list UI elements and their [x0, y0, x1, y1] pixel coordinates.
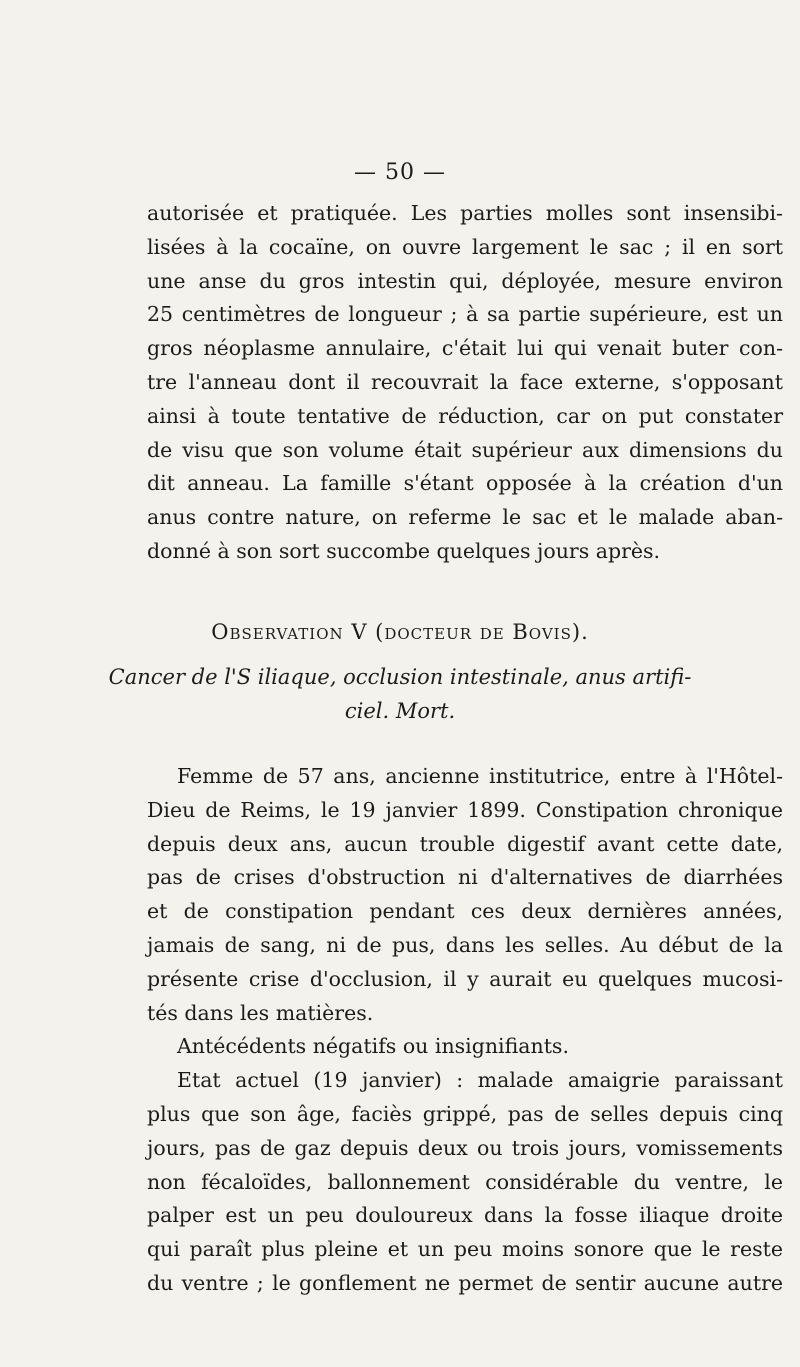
text-line: lisées à la cocaïne, on ouvre largement le sac ; il en sort	[147, 234, 783, 259]
text-line: du ventre ; le gonflement ne permet de sentir aucune autre	[147, 1270, 783, 1295]
text-line: dit anneau. La famille s'étant opposée à la création d'un	[147, 471, 783, 496]
text-line: de visu que son volume était supérieur aux dimensions du	[147, 437, 783, 462]
observation-heading: Observation V (docteur de Bovis).	[211, 620, 589, 644]
text-line: qui paraît plus pleine et un peu moins sonore que le reste	[147, 1237, 783, 1262]
page-number: — 50 —	[354, 160, 446, 185]
text-line: anus contre nature, on referme le sac et le malade aban-	[147, 505, 783, 530]
text-line: donné à son sort succombe quelques jours après.	[147, 538, 661, 563]
text-line: gros néoplasme annulaire, c'était lui qui venait buter con-	[147, 336, 783, 361]
text-line: non fécaloïdes, ballonnement considérable du ventre, le	[147, 1169, 783, 1194]
text-line: palper est un peu douloureux dans la fosse iliaque droite	[147, 1203, 783, 1228]
text-line: jours, pas de gaz depuis deux ou trois jours, vomissements	[147, 1135, 783, 1160]
observation-subtitle	[0, 660, 800, 728]
subtitle-line: Cancer de l'S iliaque, occlusion intestinale, anus artifi-	[108, 665, 692, 689]
text-line: présente crise d'occlusion, il y aurait eu quelques mucosi-	[147, 966, 783, 991]
text-line: 25 centimètres de longueur ; à sa partie supérieure, est un	[147, 302, 783, 327]
text-line: autorisée et pratiquée. Les parties molles sont insensibi-	[147, 201, 783, 225]
text-line: plus que son âge, faciès grippé, pas de selles depuis cinq	[147, 1101, 783, 1126]
text-line: Etat actuel (19 janvier) : malade amaigrie paraissant	[177, 1068, 783, 1093]
intro-paragraph	[147, 197, 783, 569]
text-line: ainsi à toute tentative de réduction, car on put constater	[147, 403, 783, 428]
case-paragraph	[147, 760, 783, 1301]
text-line: et de constipation pendant ces deux dernières années,	[147, 899, 783, 924]
text-line: Dieu de Reims, le 19 janvier 1899. Constipation chronique	[147, 797, 783, 822]
text-line: jamais de sang, ni de pus, dans les selles. Au début de la	[147, 932, 783, 957]
text-line: Antécédents négatifs ou insignifiants.	[177, 1034, 569, 1059]
text-line: pas de crises d'obstruction ni d'alternatives de diarrhées	[147, 865, 783, 890]
subtitle-line: ciel. Mort.	[344, 699, 456, 723]
text-line: tre l'anneau dont il recouvrait la face externe, s'opposant	[147, 369, 783, 394]
text-line: depuis deux ans, aucun trouble digestif avant cette date,	[147, 831, 783, 856]
text-line: Femme de 57 ans, ancienne institutrice, entre à l'Hôtel-	[177, 764, 783, 788]
text-line: une anse du gros intestin qui, déployée, mesure environ	[147, 268, 783, 293]
text-line: tés dans les matières.	[147, 1000, 374, 1025]
